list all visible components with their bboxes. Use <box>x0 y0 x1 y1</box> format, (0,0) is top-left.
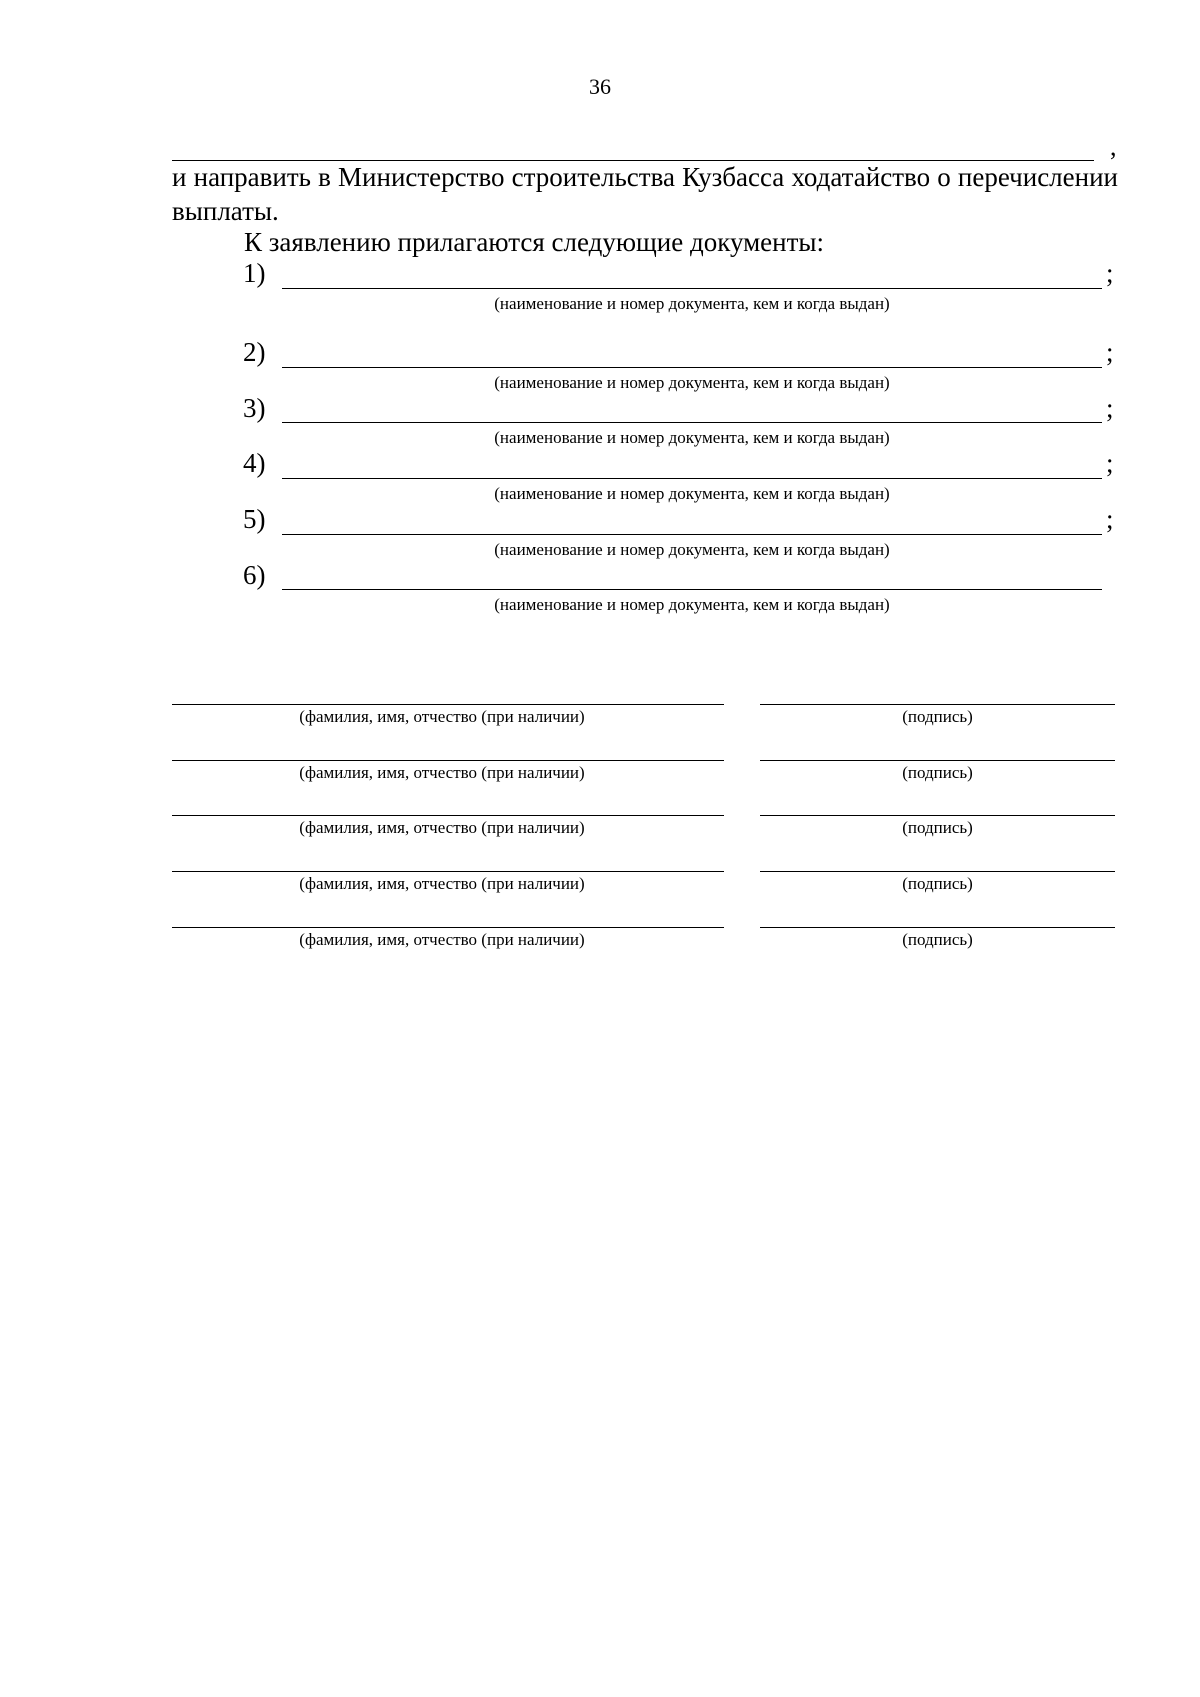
full-name-caption: (фамилия, имя, отчество (при наличии) <box>299 763 585 782</box>
document-field-line[interactable] <box>282 367 1102 368</box>
page-number: 36 <box>589 74 611 99</box>
document-caption: (наименование и номер документа, кем и когда выдан) <box>494 294 890 313</box>
attachments-intro: К заявлению прилагаются следующие документы: <box>244 227 825 257</box>
document-number: 3) <box>243 393 266 423</box>
document-field-line[interactable] <box>282 589 1102 590</box>
full-name-caption: (фамилия, имя, отчество (при наличии) <box>299 930 585 949</box>
document-separator: ; <box>1106 258 1114 288</box>
signature-caption: (подпись) <box>902 707 973 726</box>
full-name-caption: (фамилия, имя, отчество (при наличии) <box>299 874 585 893</box>
signature-caption: (подпись) <box>902 818 973 837</box>
document-separator: ; <box>1106 504 1114 534</box>
document-caption: (наименование и номер документа, кем и когда выдан) <box>494 484 890 503</box>
document-number: 6) <box>243 560 266 590</box>
signature-field-line[interactable] <box>760 815 1115 816</box>
full-name-field-line[interactable] <box>172 927 724 928</box>
signature-field-line[interactable] <box>760 871 1115 872</box>
signature-field-line[interactable] <box>760 704 1115 705</box>
request-paragraph: и направить в Министерство строительства Кузбасса ходатайство о перечислении выплаты. <box>172 162 1118 226</box>
signature-caption: (подпись) <box>902 874 973 893</box>
signature-field-line[interactable] <box>760 760 1115 761</box>
full-name-caption: (фамилия, имя, отчество (при наличии) <box>299 707 585 726</box>
document-number: 4) <box>243 448 266 478</box>
full-name-caption: (фамилия, имя, отчество (при наличии) <box>299 818 585 837</box>
signature-caption: (подпись) <box>902 763 973 782</box>
document-separator: ; <box>1106 448 1114 478</box>
signature-caption: (подпись) <box>902 930 973 949</box>
full-name-field-line[interactable] <box>172 871 724 872</box>
document-field-line[interactable] <box>282 422 1102 423</box>
document-separator: ; <box>1106 393 1114 423</box>
document-field-line[interactable] <box>282 288 1102 289</box>
full-name-field-line[interactable] <box>172 815 724 816</box>
document-caption: (наименование и номер документа, кем и когда выдан) <box>494 373 890 392</box>
applicant-field-comma: , <box>1110 132 1117 161</box>
document-separator: ; <box>1106 337 1114 367</box>
document-number: 2) <box>243 337 266 367</box>
document-field-line[interactable] <box>282 534 1102 535</box>
document-caption: (наименование и номер документа, кем и когда выдан) <box>494 540 890 559</box>
full-name-field-line[interactable] <box>172 760 724 761</box>
document-caption: (наименование и номер документа, кем и когда выдан) <box>494 428 890 447</box>
document-number: 5) <box>243 504 266 534</box>
signature-field-line[interactable] <box>760 927 1115 928</box>
document-number: 1) <box>243 258 266 288</box>
document-field-line[interactable] <box>282 478 1102 479</box>
full-name-field-line[interactable] <box>172 704 724 705</box>
document-caption: (наименование и номер документа, кем и когда выдан) <box>494 595 890 614</box>
